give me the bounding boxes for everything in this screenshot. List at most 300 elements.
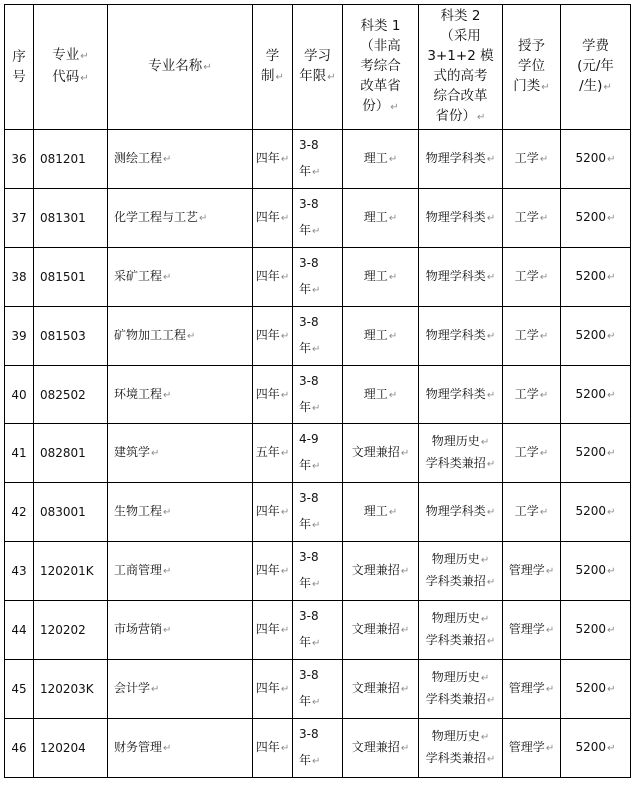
paragraph-mark: ↵ <box>607 448 616 460</box>
category-2-text <box>426 148 495 170</box>
paragraph-mark: ↵ <box>539 507 549 519</box>
fee-text: 5200 <box>575 268 607 283</box>
cell-seq <box>5 306 34 365</box>
system-text: 四年 <box>255 622 280 637</box>
category-1-text: 文理兼招 <box>351 622 400 637</box>
paragraph-mark: ↵ <box>607 683 616 695</box>
paragraph-mark: ↵ <box>163 271 172 283</box>
category-1-text: 文理兼招 <box>351 739 400 754</box>
degree-text: 工学 <box>514 268 539 283</box>
table-row <box>5 247 631 306</box>
seq-text: 36 <box>11 151 27 166</box>
cell-degree <box>503 188 561 247</box>
category-1-text: 文理兼招 <box>351 445 400 460</box>
category-2-text <box>426 501 495 523</box>
paragraph-mark: ↵ <box>480 614 490 626</box>
paragraph-mark: ↵ <box>312 402 321 414</box>
paragraph-mark: ↵ <box>163 566 172 578</box>
name-text: 建筑学 <box>114 445 151 460</box>
system-text: 四年 <box>255 563 280 578</box>
paragraph-mark: ↵ <box>539 153 549 165</box>
paragraph-mark: ↵ <box>312 755 321 767</box>
cell-category-1 <box>343 542 419 601</box>
cell-years <box>293 718 343 777</box>
category-2-line: 物理学科类 <box>425 504 486 519</box>
cell-category-2 <box>419 130 503 189</box>
cell-degree <box>503 718 561 777</box>
category-2-text <box>426 726 495 770</box>
paragraph-mark: ↵ <box>539 212 549 224</box>
cell-system <box>253 365 293 424</box>
table-row <box>5 424 631 483</box>
cell-category-1 <box>343 306 419 365</box>
name-text: 环境工程 <box>114 386 163 401</box>
paragraph-mark: ↵ <box>480 555 490 567</box>
degree-text: 工学 <box>514 504 539 519</box>
cell-category-2 <box>419 660 503 719</box>
years-range: 3-8 <box>299 667 319 682</box>
category-1-text: 理工 <box>363 209 388 224</box>
cell-system <box>253 542 293 601</box>
cell-years <box>293 424 343 483</box>
paragraph-mark: ↵ <box>280 212 290 224</box>
table-body <box>5 130 631 778</box>
cell-category-2 <box>419 247 503 306</box>
name-text: 工商管理 <box>114 563 163 578</box>
category-2-line: 物理历史 <box>431 552 480 567</box>
years-unit: 年 <box>299 340 312 355</box>
cell-seq <box>5 718 34 777</box>
cell-seq <box>5 247 34 306</box>
paragraph-mark: ↵ <box>486 330 496 342</box>
code-text: 081201 <box>40 151 86 166</box>
header-code: 专业↵ 代码↵ <box>34 5 108 130</box>
cell-system <box>253 660 293 719</box>
cell-system <box>253 483 293 542</box>
cell-code <box>34 542 108 601</box>
code-text: 083001 <box>40 505 86 520</box>
category-2-text <box>426 266 495 288</box>
category-2-text <box>426 608 495 652</box>
cell-system <box>253 247 293 306</box>
years-range: 3-8 <box>299 726 319 741</box>
cell-name <box>108 542 253 601</box>
cell-code <box>34 718 108 777</box>
system-text: 四年 <box>255 739 280 754</box>
paragraph-mark: ↵ <box>539 389 549 401</box>
category-2-text <box>426 207 495 229</box>
table-row <box>5 660 631 719</box>
paragraph-mark: ↵ <box>388 330 398 342</box>
category-1-text: 理工 <box>363 386 388 401</box>
name-text: 财务管理 <box>114 739 163 754</box>
paragraph-mark: ↵ <box>151 683 160 695</box>
fee-text: 5200 <box>575 386 607 401</box>
cell-category-1 <box>343 483 419 542</box>
majors-table <box>4 4 631 778</box>
paragraph-mark: ↵ <box>607 625 616 637</box>
category-2-line: 物理历史 <box>431 611 480 626</box>
system-text: 四年 <box>255 327 280 342</box>
cell-years <box>293 660 343 719</box>
degree-text: 工学 <box>514 386 539 401</box>
category-1-text: 文理兼招 <box>351 680 400 695</box>
category-2-line: 物理学科类 <box>425 268 486 283</box>
category-2-line: 物理历史 <box>431 434 480 449</box>
category-2-line: 学科类兼招 <box>425 633 486 648</box>
years-range: 3-8 <box>299 314 319 329</box>
header-years: 学习 年限↵ <box>293 5 343 130</box>
cell-name <box>108 424 253 483</box>
category-1-text: 理工 <box>363 504 388 519</box>
cell-category-1 <box>343 365 419 424</box>
paragraph-mark: ↵ <box>486 459 496 471</box>
cell-category-1 <box>343 660 419 719</box>
paragraph-mark: ↵ <box>480 672 490 684</box>
cell-name <box>108 365 253 424</box>
name-text: 矿物加工工程 <box>114 327 187 342</box>
table-row <box>5 718 631 777</box>
cell-seq <box>5 424 34 483</box>
cell-code <box>34 601 108 660</box>
paragraph-mark: ↵ <box>607 566 616 578</box>
name-text: 生物工程 <box>114 504 163 519</box>
paragraph-mark: ↵ <box>480 731 490 743</box>
paragraph-mark: ↵ <box>388 153 398 165</box>
years-text <box>299 368 320 422</box>
years-unit: 年 <box>299 517 312 532</box>
name-text: 会计学 <box>114 680 151 695</box>
cell-seq <box>5 365 34 424</box>
paragraph-mark: ↵ <box>280 507 290 519</box>
seq-text: 38 <box>11 269 27 284</box>
paragraph-mark: ↵ <box>151 448 160 460</box>
cell-degree <box>503 483 561 542</box>
category-1-text: 理工 <box>363 150 388 165</box>
cell-seq <box>5 601 34 660</box>
cell-category-2 <box>419 306 503 365</box>
seq-text: 39 <box>11 328 27 343</box>
fee-text: 5200 <box>575 445 607 460</box>
cell-fee <box>561 130 631 189</box>
header-category-2: 科类 2 （采用 3+1+2 模 式的高考 综合改革 省份）↵ <box>419 5 503 130</box>
cell-degree <box>503 424 561 483</box>
years-text <box>299 250 320 304</box>
code-text: 082502 <box>40 387 86 402</box>
cell-degree <box>503 601 561 660</box>
degree-text: 管理学 <box>508 680 545 695</box>
paragraph-mark: ↵ <box>199 212 208 224</box>
cell-code <box>34 188 108 247</box>
cell-degree <box>503 365 561 424</box>
fee-text: 5200 <box>575 622 607 637</box>
years-text <box>299 662 320 716</box>
years-unit: 年 <box>299 693 312 708</box>
degree-text: 管理学 <box>508 563 545 578</box>
fee-text: 5200 <box>575 504 607 519</box>
paragraph-mark: ↵ <box>545 683 555 695</box>
category-2-text <box>426 325 495 347</box>
seq-text: 37 <box>11 210 27 225</box>
cell-name <box>108 660 253 719</box>
paragraph-mark: ↵ <box>280 153 290 165</box>
cell-degree <box>503 306 561 365</box>
cell-category-1 <box>343 601 419 660</box>
paragraph-mark: ↵ <box>545 742 555 754</box>
code-text: 120201K <box>40 564 94 579</box>
fee-text: 5200 <box>575 209 607 224</box>
degree-text: 工学 <box>514 327 539 342</box>
seq-text: 46 <box>11 740 27 755</box>
degree-text: 管理学 <box>508 622 545 637</box>
code-text: 082801 <box>40 446 86 461</box>
cell-years <box>293 542 343 601</box>
years-unit: 年 <box>299 635 312 650</box>
paragraph-mark: ↵ <box>607 212 616 224</box>
code-text: 120203K <box>40 681 94 696</box>
category-2-line: 物理学科类 <box>425 209 486 224</box>
cell-system <box>253 188 293 247</box>
cell-code <box>34 660 108 719</box>
years-text <box>299 603 320 657</box>
system-text: 四年 <box>255 268 280 283</box>
years-range: 3-8 <box>299 550 319 565</box>
cell-fee <box>561 365 631 424</box>
cell-name <box>108 483 253 542</box>
category-1-text: 理工 <box>363 268 388 283</box>
table-row <box>5 601 631 660</box>
category-2-line: 物理学科类 <box>425 327 486 342</box>
years-range: 3-8 <box>299 137 319 152</box>
header-fee: 学费 (元/年 /生)↵ <box>561 5 631 130</box>
degree-text: 管理学 <box>508 739 545 754</box>
paragraph-mark: ↵ <box>163 153 172 165</box>
cell-code <box>34 365 108 424</box>
paragraph-mark: ↵ <box>400 742 410 754</box>
paragraph-mark: ↵ <box>187 330 196 342</box>
cell-system <box>253 424 293 483</box>
paragraph-mark: ↵ <box>280 271 290 283</box>
name-text: 市场营销 <box>114 622 163 637</box>
cell-category-1 <box>343 130 419 189</box>
cell-category-2 <box>419 601 503 660</box>
header-seq: 序 号 <box>5 5 34 130</box>
table-row <box>5 306 631 365</box>
years-unit: 年 <box>299 222 312 237</box>
years-text <box>299 485 320 539</box>
table-row <box>5 542 631 601</box>
years-unit: 年 <box>299 399 312 414</box>
cell-degree <box>503 660 561 719</box>
years-unit: 年 <box>299 163 312 178</box>
paragraph-mark: ↵ <box>388 389 398 401</box>
paragraph-mark: ↵ <box>486 153 496 165</box>
category-2-line: 学科类兼招 <box>425 750 486 765</box>
paragraph-mark: ↵ <box>607 330 616 342</box>
category-2-line: 物理历史 <box>431 669 480 684</box>
years-range: 3-8 <box>299 373 319 388</box>
cell-years <box>293 188 343 247</box>
cell-years <box>293 601 343 660</box>
code-text: 081503 <box>40 328 86 343</box>
cell-years <box>293 365 343 424</box>
paragraph-mark: ↵ <box>486 212 496 224</box>
cell-fee <box>561 188 631 247</box>
cell-seq <box>5 188 34 247</box>
years-range: 3-8 <box>299 255 319 270</box>
seq-text: 44 <box>11 623 27 638</box>
table-row <box>5 130 631 189</box>
table-row <box>5 188 631 247</box>
cell-years <box>293 483 343 542</box>
cell-category-2 <box>419 424 503 483</box>
paragraph-mark: ↵ <box>539 330 549 342</box>
years-text <box>299 309 320 363</box>
years-range: 4-9 <box>299 432 319 447</box>
code-text: 081501 <box>40 269 86 284</box>
category-2-line: 物理学科类 <box>425 386 486 401</box>
cell-fee <box>561 483 631 542</box>
category-2-text <box>426 384 495 406</box>
degree-text: 工学 <box>514 445 539 460</box>
cell-category-2 <box>419 718 503 777</box>
paragraph-mark: ↵ <box>388 212 398 224</box>
paragraph-mark: ↵ <box>163 507 172 519</box>
paragraph-mark: ↵ <box>486 271 496 283</box>
cell-category-1 <box>343 424 419 483</box>
degree-text: 工学 <box>514 209 539 224</box>
paragraph-mark: ↵ <box>280 625 290 637</box>
paragraph-mark: ↵ <box>486 694 496 706</box>
category-2-line: 学科类兼招 <box>425 574 486 589</box>
paragraph-mark: ↵ <box>539 448 549 460</box>
cell-category-2 <box>419 365 503 424</box>
fee-text: 5200 <box>575 150 607 165</box>
cell-category-2 <box>419 483 503 542</box>
name-text: 测绘工程 <box>114 150 163 165</box>
paragraph-mark: ↵ <box>280 448 290 460</box>
seq-text: 45 <box>11 681 27 696</box>
cell-fee <box>561 424 631 483</box>
seq-text: 43 <box>11 564 27 579</box>
cell-years <box>293 306 343 365</box>
cell-category-2 <box>419 542 503 601</box>
category-2-line: 物理学科类 <box>425 150 486 165</box>
category-2-line: 物理历史 <box>431 728 480 743</box>
cell-category-2 <box>419 188 503 247</box>
paragraph-mark: ↵ <box>486 636 496 648</box>
cell-name <box>108 188 253 247</box>
category-2-text <box>426 431 495 475</box>
cell-name <box>108 306 253 365</box>
cell-fee <box>561 542 631 601</box>
paragraph-mark: ↵ <box>388 507 398 519</box>
cell-code <box>34 247 108 306</box>
cell-degree <box>503 130 561 189</box>
paragraph-mark: ↵ <box>607 507 616 519</box>
fee-text: 5200 <box>575 680 607 695</box>
table-row <box>5 483 631 542</box>
paragraph-mark: ↵ <box>400 683 410 695</box>
cell-fee <box>561 660 631 719</box>
paragraph-mark: ↵ <box>400 566 410 578</box>
fee-text: 5200 <box>575 739 607 754</box>
cell-seq <box>5 660 34 719</box>
years-text <box>299 132 320 186</box>
seq-text: 40 <box>11 387 27 402</box>
cell-name <box>108 130 253 189</box>
seq-text: 42 <box>11 505 27 520</box>
paragraph-mark: ↵ <box>312 461 321 473</box>
years-range: 3-8 <box>299 196 319 211</box>
system-text: 五年 <box>255 445 280 460</box>
paragraph-mark: ↵ <box>486 507 496 519</box>
paragraph-mark: ↵ <box>163 389 172 401</box>
cell-system <box>253 718 293 777</box>
paragraph-mark: ↵ <box>312 520 321 532</box>
degree-text: 工学 <box>514 150 539 165</box>
header-system: 学 制↵ <box>253 5 293 130</box>
cell-code <box>34 483 108 542</box>
cell-name <box>108 247 253 306</box>
code-text: 120202 <box>40 623 86 638</box>
table-row <box>5 365 631 424</box>
cell-name <box>108 718 253 777</box>
years-unit: 年 <box>299 752 312 767</box>
cell-category-1 <box>343 718 419 777</box>
paragraph-mark: ↵ <box>607 153 616 165</box>
paragraph-mark: ↵ <box>400 448 410 460</box>
paragraph-mark: ↵ <box>163 625 172 637</box>
paragraph-mark: ↵ <box>312 284 321 296</box>
category-1-text: 理工 <box>363 327 388 342</box>
category-2-line: 学科类兼招 <box>425 691 486 706</box>
cell-seq <box>5 483 34 542</box>
cell-code <box>34 306 108 365</box>
cell-category-1 <box>343 188 419 247</box>
category-2-text <box>426 549 495 593</box>
cell-category-1 <box>343 247 419 306</box>
cell-fee <box>561 247 631 306</box>
system-text: 四年 <box>255 150 280 165</box>
years-unit: 年 <box>299 458 312 473</box>
category-2-line: 学科类兼招 <box>425 456 486 471</box>
years-text <box>299 544 320 598</box>
system-text: 四年 <box>255 209 280 224</box>
paragraph-mark: ↵ <box>388 271 398 283</box>
paragraph-mark: ↵ <box>400 625 410 637</box>
paragraph-mark: ↵ <box>280 330 290 342</box>
years-text <box>299 191 320 245</box>
paragraph-mark: ↵ <box>545 566 555 578</box>
paragraph-mark: ↵ <box>545 625 555 637</box>
paragraph-mark: ↵ <box>312 166 321 178</box>
seq-text: 41 <box>11 446 27 461</box>
cell-fee <box>561 601 631 660</box>
paragraph-mark: ↵ <box>607 389 616 401</box>
header-category-1: 科类 1 （非高 考综合 改革省 份）↵ <box>343 5 419 130</box>
paragraph-mark: ↵ <box>312 225 321 237</box>
system-text: 四年 <box>255 504 280 519</box>
system-text: 四年 <box>255 386 280 401</box>
system-text: 四年 <box>255 680 280 695</box>
category-1-text: 文理兼招 <box>351 563 400 578</box>
header-degree: 授予 学位 门类↵ <box>503 5 561 130</box>
cell-years <box>293 130 343 189</box>
header-name: 专业名称↵ <box>108 5 253 130</box>
paragraph-mark: ↵ <box>280 742 290 754</box>
paragraph-mark: ↵ <box>480 437 490 449</box>
